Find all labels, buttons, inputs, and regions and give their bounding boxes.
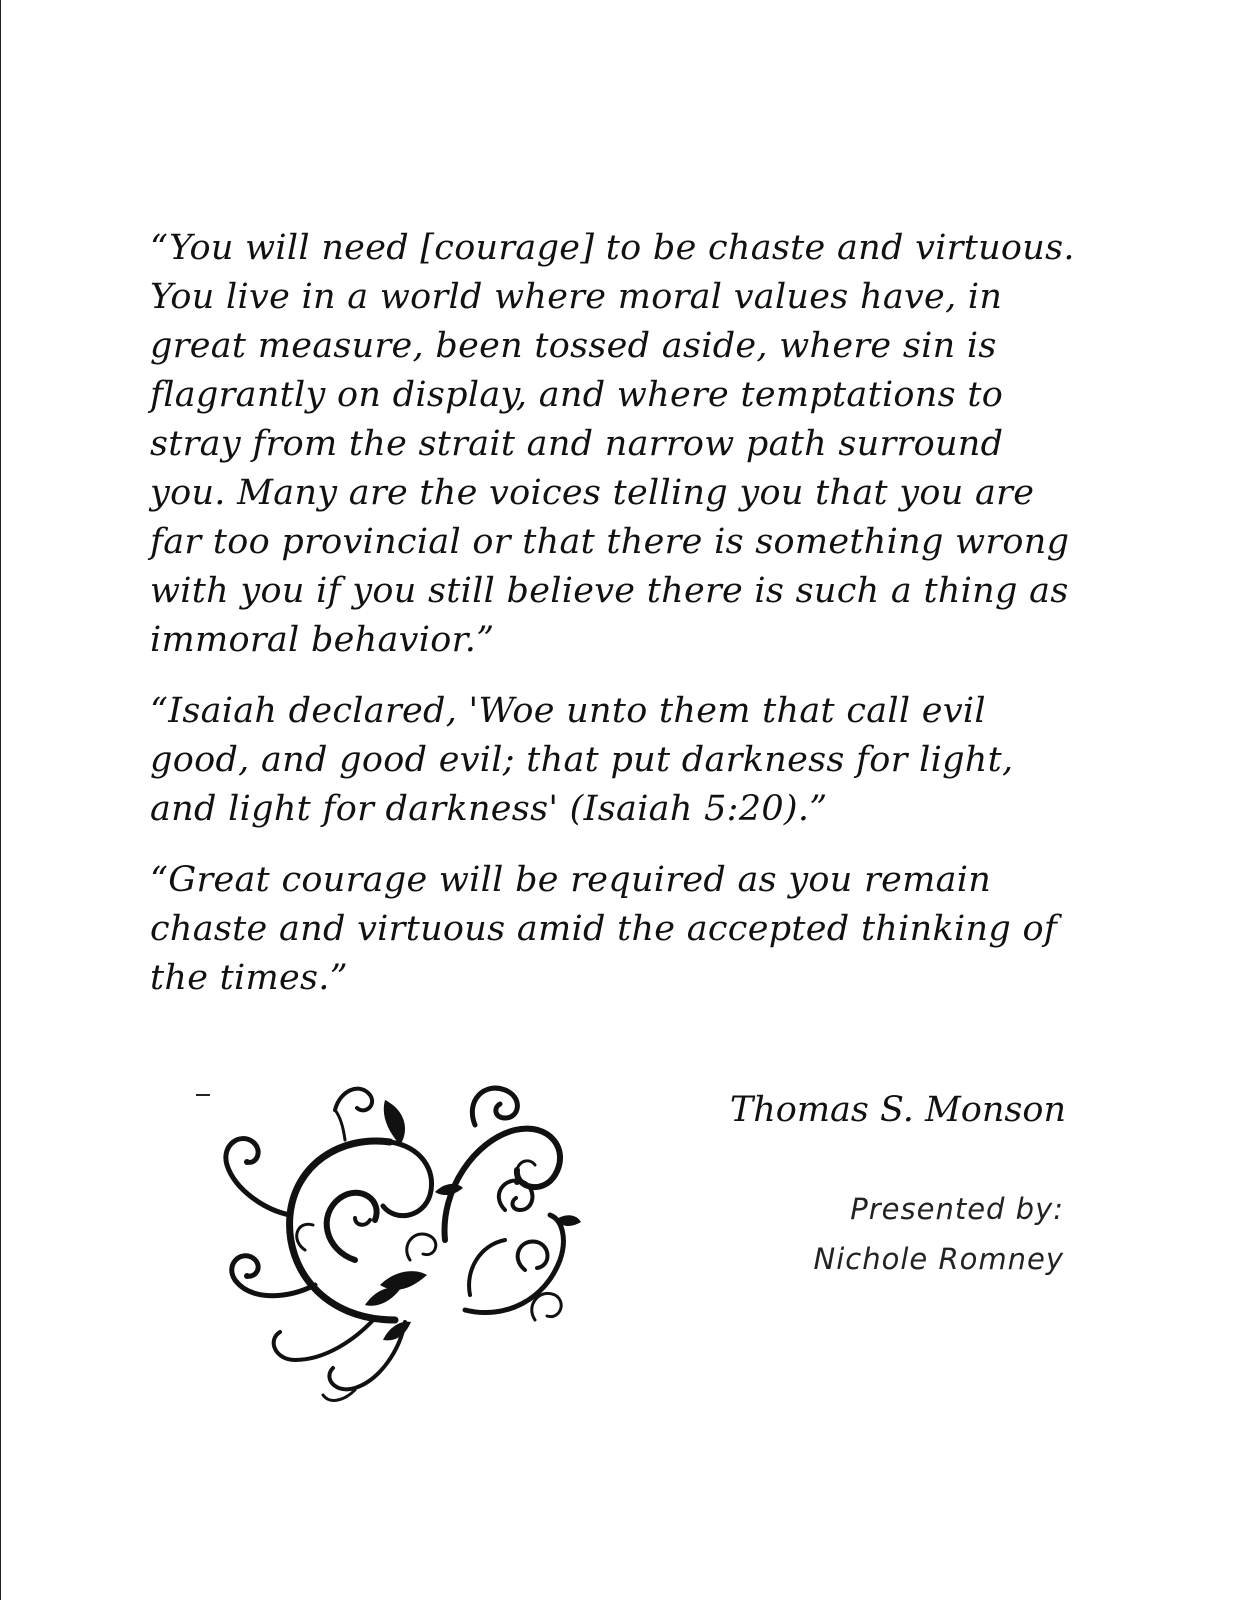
quote-paragraph-2: “Isaiah declared, 'Woe unto them that call evil good, and good evil; that put darkness for light, and light for darkness' (Isaiah 5:20).”: [150, 691, 1014, 829]
presenter-name: Nichole Romney: [813, 1242, 1064, 1276]
swirl-flourish-icon: [205, 1070, 585, 1420]
presenter-block: [814, 1184, 1064, 1284]
author-name: Thomas S. Monson: [729, 1090, 1066, 1130]
page-edge: [0, 0, 1, 1600]
quote-paragraph-3: “Great courage will be required as you remain chaste and virtuous amid the accepted thinking of the times.”: [150, 860, 1058, 998]
quote-block: [150, 224, 1080, 1025]
presenter-label: Presented by:: [850, 1192, 1064, 1226]
quote-paragraph-1: “You will need [courage] to be chaste and virtuous. You live in a world where moral values have, in great measure, been tossed aside, where sin is flagrantly on display, and where temptations to stray from the strait and narrow path surround you. Many are the voices telling you that you are far too provincial or that there is something wrong with you if you still believe there is such a thing as immoral behavior.”: [150, 228, 1075, 660]
